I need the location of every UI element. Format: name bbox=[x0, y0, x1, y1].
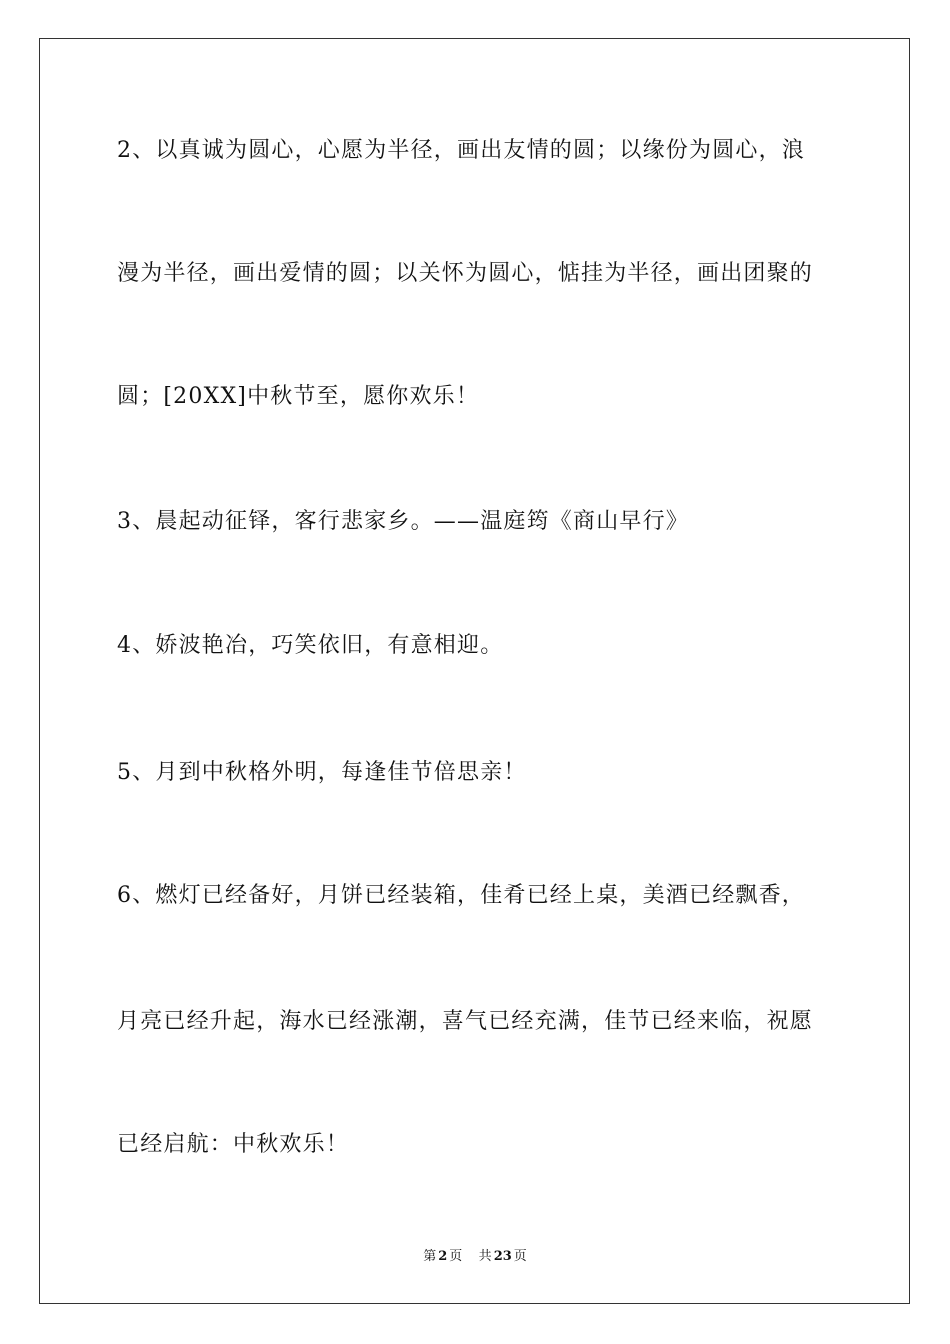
footer-total-suffix: 页 bbox=[513, 1249, 527, 1264]
paragraph-6-line-2: 月亮已经升起，海水已经涨潮，喜气已经充满，佳节已经来临，祝愿 bbox=[117, 1009, 814, 1034]
paragraph-6-line-1: 6、燃灯已经备好，月饼已经装箱，佳肴已经上桌，美酒已经飘香， bbox=[117, 883, 805, 908]
paragraph-4-line-1: 4、娇波艳冶，巧笑依旧，有意相迎。 bbox=[117, 633, 504, 658]
footer-page-prefix: 第 bbox=[423, 1249, 437, 1264]
page-footer bbox=[0, 1248, 950, 1266]
paragraph-3-line-1: 3、晨起动征铎，客行悲家乡。——温庭筠《商山早行》 bbox=[117, 509, 689, 534]
paragraph-2-line-2: 漫为半径，画出爱情的圆；以关怀为圆心，惦挂为半径，画出团聚的 bbox=[117, 261, 814, 286]
paragraph-2-line-1: 2、以真诚为圆心，心愿为半径，画出友情的圆；以缘份为圆心，浪 bbox=[117, 138, 805, 163]
paragraph-2-line-3: 圆；[20XX]中秋节至，愿你欢乐！ bbox=[117, 384, 480, 409]
footer-page-suffix: 页 bbox=[449, 1249, 463, 1264]
footer-page-number: 2 bbox=[438, 1249, 448, 1264]
page-border bbox=[39, 38, 910, 1304]
footer-total-pages: 23 bbox=[493, 1249, 512, 1264]
footer-total-prefix: 共 bbox=[478, 1249, 492, 1264]
paragraph-6-line-3: 已经启航：中秋欢乐！ bbox=[117, 1132, 350, 1157]
paragraph-5-line-1: 5、月到中秋格外明，每逢佳节倍思亲！ bbox=[117, 760, 527, 785]
